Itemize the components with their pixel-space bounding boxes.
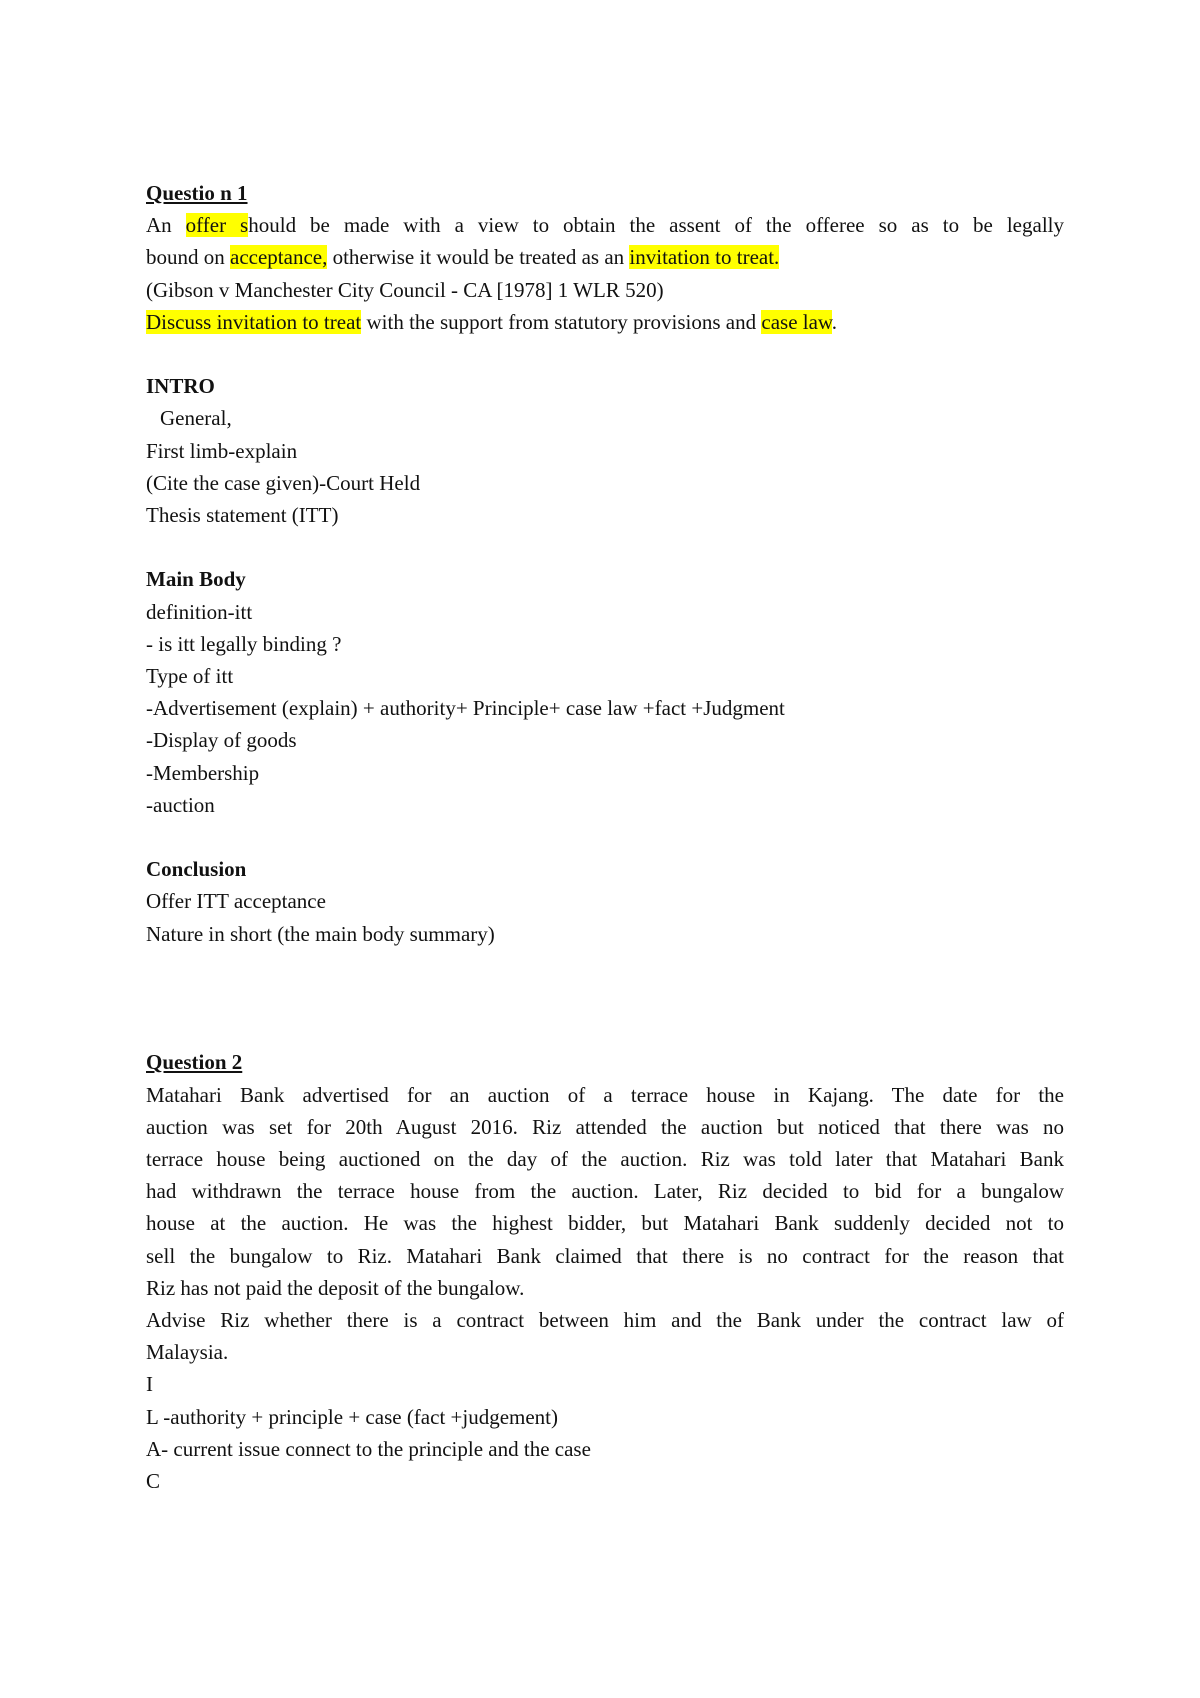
question-1-heading: Questio n 1 — [146, 181, 248, 205]
highlighted-case-law: case law — [761, 309, 832, 334]
intro-item: First limb-explain — [146, 438, 298, 463]
main-body-item: definition-itt — [146, 599, 253, 624]
text-run: An — [146, 213, 186, 238]
text-run: bound on — [146, 245, 230, 270]
highlighted-invitation-to-treat: invitation to treat. — [629, 245, 780, 270]
intro-item: General, — [160, 406, 232, 431]
main-body-item: -Membership — [146, 760, 260, 785]
ilac-item: A- current issue connect to the principle and the case — [146, 1436, 591, 1461]
highlighted-acceptance: acceptance, — [230, 245, 328, 270]
text-run: otherwise it would be treated as an — [327, 245, 630, 270]
question-2-scenario-line: Riz has not paid the deposit of the bungalow. — [146, 1275, 525, 1300]
main-body-item: -auction — [146, 792, 215, 817]
question-2-heading: Question 2 — [146, 1050, 243, 1075]
ilac-item: I — [146, 1372, 153, 1397]
main-body-item: -Display of goods — [146, 728, 297, 753]
intro-heading: INTRO — [146, 374, 215, 399]
conclusion-item: Nature in short (the main body summary) — [146, 921, 495, 946]
text-run: . — [831, 309, 837, 334]
main-body-heading: Main Body — [146, 567, 246, 592]
question-2-advise-line: Advise Riz whether there is a contract between him and the Bank under the contract law of — [146, 1308, 1064, 1333]
question-2-scenario-line: Matahari Bank advertised for an auction of a terrace house in Kajang. The date for the — [146, 1082, 1064, 1107]
conclusion-heading: Conclusion — [146, 857, 247, 882]
question-2-scenario-line: auction was set for 20th August 2016. Riz attended the auction but noticed that there was no — [146, 1114, 1064, 1139]
question-2-scenario-line: sell the bungalow to Riz. Matahari Bank claimed that there is no contract for the reason that — [146, 1243, 1064, 1268]
question-2-advise-line: Malaysia. — [146, 1340, 229, 1365]
question-2-scenario-line: had withdrawn the terrace house from the auction. Later, Riz decided to bid for a bungalow — [146, 1179, 1064, 1204]
question-1-line-1 — [146, 209, 1064, 241]
text-run: hould be made with a view to obtain the assent of the offeree so as to be legally — [248, 213, 1064, 238]
question-1-task — [146, 306, 1064, 338]
main-body-item: Type of itt — [146, 664, 234, 689]
text-run: with the support from statutory provisions and — [361, 309, 762, 334]
ilac-item: C — [146, 1469, 161, 1494]
conclusion-item: Offer ITT acceptance — [146, 889, 326, 914]
document-content — [146, 177, 1064, 1497]
question-2-scenario-line: terrace house being auctioned on the day of the auction. Riz was told later that Matahari Bank — [146, 1147, 1064, 1172]
question-1-citation: (Gibson v Manchester City Council - CA [1978] 1 WLR 520) — [146, 277, 664, 302]
ilac-item: L -authority + principle + case (fact +judgement) — [146, 1404, 559, 1429]
highlighted-offer: offer s — [185, 213, 249, 238]
question-1-line-2 — [146, 241, 1064, 273]
question-2-scenario-line: house at the auction. He was the highest bidder, but Matahari Bank suddenly decided not to — [146, 1211, 1064, 1236]
intro-item: Thesis statement (ITT) — [146, 503, 339, 528]
intro-item: (Cite the case given)-Court Held — [146, 470, 421, 495]
main-body-item: -Advertisement (explain) + authority+ Principle+ case law +fact +Judgment — [146, 696, 785, 721]
main-body-item: - is itt legally binding ? — [146, 631, 342, 656]
highlighted-discuss: Discuss invitation to treat — [146, 309, 362, 334]
